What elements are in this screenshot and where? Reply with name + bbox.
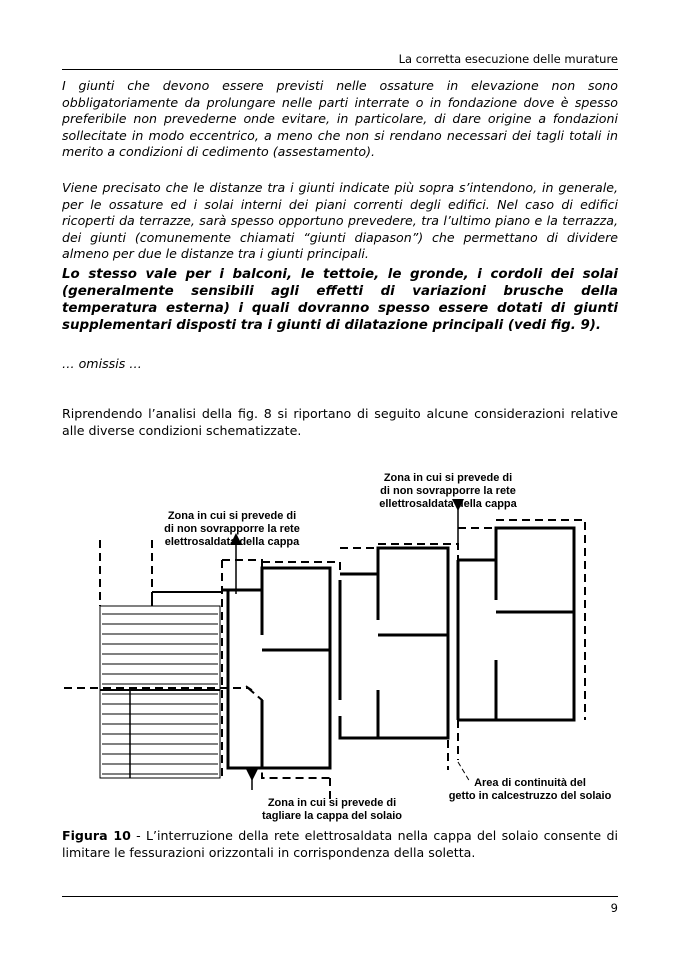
running-title: La corretta esecuzione delle murature (398, 52, 618, 66)
paragraph-omissis: … omissis … (62, 356, 142, 371)
joint-dashed-lines (64, 520, 585, 800)
label-line: di non sovrapporre la rete (164, 523, 300, 535)
figure-caption-text: - L’interruzione della rete elettrosaldata nella cappa del solaio consente di limitare le fessurazioni orizzontali in corrispondenza della soletta. (62, 828, 618, 860)
label-line: tagliare la cappa del solaio (262, 810, 402, 822)
label-line: ellettrosaldata della cappa (379, 498, 517, 510)
figure-10-diagram (0, 450, 680, 830)
paragraph-balconies: Lo stesso vale per i balconi, le tettoie, le gronde, i cordoli dei solai (generalmente sensibili agli effetti di variazioni brusche della temperatura esterna) i quali dovranno spesso essere dotati di giunti supplementari disposti tra i giunti di dilatazione principali (vedi fig. 9). (62, 267, 618, 333)
slab-hatch-lines (102, 614, 218, 774)
left-building-hatch (100, 592, 222, 778)
label-line: getto in calcestruzzo del solaio (448, 790, 612, 802)
figure-label-zone-cut (262, 797, 402, 822)
label-line: Zona in cui si prevede di (267, 797, 397, 809)
label-line: Zona in cui si prevede di (383, 472, 513, 484)
building-plan-walls (222, 528, 574, 768)
figure-label-zone-left (164, 510, 300, 548)
footer-rule (62, 896, 618, 897)
continuity-dashed-outline (458, 762, 470, 782)
label-line: Area di continuità del (474, 777, 586, 789)
figure-label-zone-top-right (379, 472, 517, 510)
figure-label-continuity (449, 777, 612, 802)
figure-caption (62, 828, 618, 861)
paragraph-joint-distances: Viene precisato che le distanze tra i giunti indicate più sopra s’intendono, in generale, per le ossature ed i solai interni dei piani correnti degli edifici. Nel caso di edifici ricoperti da terrazze, sarà spesso opportuno prevedere, tra l’ultimo piano e la terrazza, dei giunti (comunemente chiamati “giunti diapason”) che permettano di dividere almeno per due le distanze tra i giunti principali. (62, 180, 618, 262)
label-line: di non sovrapporre la rete (380, 485, 516, 497)
page-number: 9 (610, 901, 618, 915)
running-header (62, 52, 618, 70)
paragraph-joints-foundation: I giunti che devono essere previsti nelle ossature in elevazione non sono obbligatoriamente da prolungare nelle parti interrate o in fondazione dove è spesso preferibile non prevederne onde evitare, in particolare, di dare origine a fondazioni sollecitate in modo eccentrico, a meno che non si rendano necessari dei tagli totali in merito a condizioni di cedimento (assestamento). (62, 78, 618, 160)
label-line: elettrosaldata della cappa (164, 536, 300, 548)
paragraph-fig8-analysis: Riprendendo l’analisi della fig. 8 si riportano di seguito alcune considerazioni relative alle diverse condizioni schematizzate. (62, 406, 618, 438)
figure-caption-label: Figura 10 (62, 828, 131, 843)
label-line: Zona in cui si prevede di (167, 510, 297, 522)
